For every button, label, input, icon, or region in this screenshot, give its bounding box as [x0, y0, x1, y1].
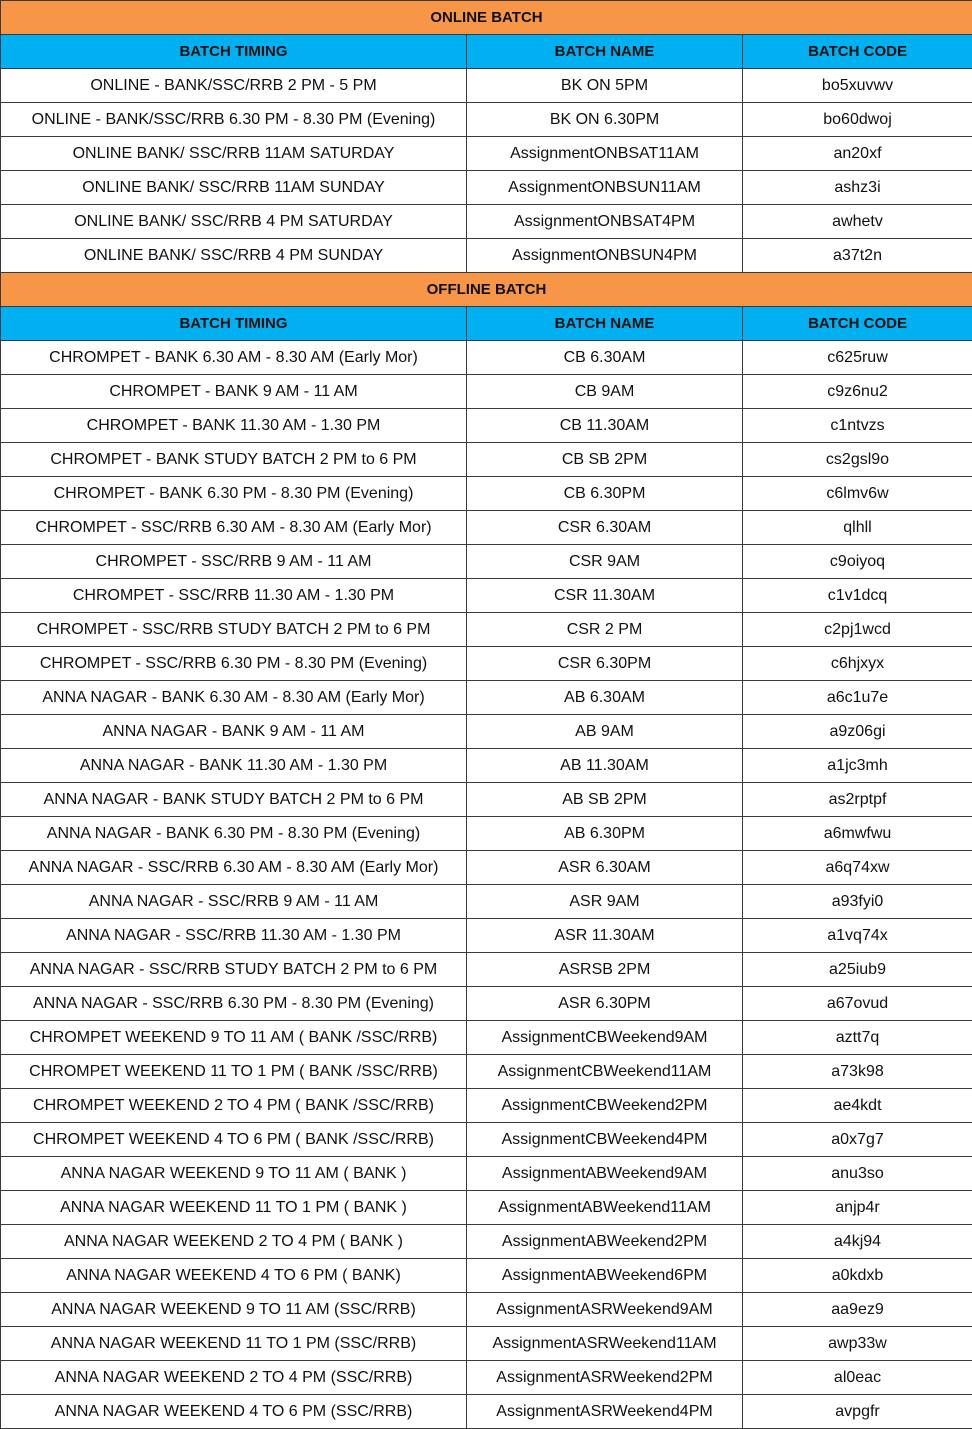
batch-code-cell: cs2gsl9o: [743, 443, 972, 477]
table-row: [1, 987, 972, 1021]
batch-name-cell: AssignmentASRWeekend2PM: [467, 1361, 743, 1395]
batch-timing-cell: ONLINE BANK/ SSC/RRB 4 PM SUNDAY: [1, 239, 467, 273]
batch-name-cell: AssignmentCBWeekend4PM: [467, 1123, 743, 1157]
batch-timing-cell: ONLINE BANK/ SSC/RRB 4 PM SATURDAY: [1, 205, 467, 239]
table-row: [1, 579, 972, 613]
batch-code-cell: c9z6nu2: [743, 375, 972, 409]
batch-timing-cell: ANNA NAGAR - SSC/RRB STUDY BATCH 2 PM to 6 PM: [1, 953, 467, 987]
batch-table-body: [1, 1, 972, 1429]
table-row: [1, 69, 972, 103]
batch-code-cell: c1ntvzs: [743, 409, 972, 443]
table-row: [1, 1055, 972, 1089]
batch-code-cell: a25iub9: [743, 953, 972, 987]
batch-code-cell: a67ovud: [743, 987, 972, 1021]
batch-name-cell: CSR 11.30AM: [467, 579, 743, 613]
batch-name-cell: AB 9AM: [467, 715, 743, 749]
batch-name-cell: CB SB 2PM: [467, 443, 743, 477]
batch-code-cell: a37t2n: [743, 239, 972, 273]
batch-timing-cell: ONLINE BANK/ SSC/RRB 11AM SATURDAY: [1, 137, 467, 171]
table-row: [1, 1191, 972, 1225]
table-row: [1, 409, 972, 443]
batch-code-cell: c1v1dcq: [743, 579, 972, 613]
batch-name-cell: BK ON 5PM: [467, 69, 743, 103]
table-row: [1, 749, 972, 783]
batch-code-cell: a73k98: [743, 1055, 972, 1089]
batch-name-cell: AB 6.30PM: [467, 817, 743, 851]
batch-code-cell: an20xf: [743, 137, 972, 171]
table-row: [1, 783, 972, 817]
online-section-header: [1, 1, 972, 35]
batch-name-cell: AssignmentABWeekend2PM: [467, 1225, 743, 1259]
batch-timing-cell: ANNA NAGAR - BANK STUDY BATCH 2 PM to 6 PM: [1, 783, 467, 817]
batch-timing-cell: ANNA NAGAR - SSC/RRB 6.30 PM - 8.30 PM (Evening): [1, 987, 467, 1021]
table-row: [1, 341, 972, 375]
batch-timing-cell: CHROMPET - BANK 6.30 AM - 8.30 AM (Early Mor): [1, 341, 467, 375]
batch-timing-cell: CHROMPET - SSC/RRB 11.30 AM - 1.30 PM: [1, 579, 467, 613]
batch-timing-cell: ANNA NAGAR WEEKEND 9 TO 11 AM ( BANK ): [1, 1157, 467, 1191]
batch-name-cell: AssignmentONBSUN4PM: [467, 239, 743, 273]
column-header-batch-code: BATCH CODE: [743, 35, 972, 69]
batch-timing-cell: CHROMPET - SSC/RRB 6.30 PM - 8.30 PM (Evening): [1, 647, 467, 681]
batch-timing-cell: ANNA NAGAR - BANK 6.30 AM - 8.30 AM (Early Mor): [1, 681, 467, 715]
batch-code-cell: a9z06gi: [743, 715, 972, 749]
batch-code-cell: a6q74xw: [743, 851, 972, 885]
table-row: [1, 1123, 972, 1157]
table-row: [1, 171, 972, 205]
batch-timing-cell: ANNA NAGAR WEEKEND 9 TO 11 AM (SSC/RRB): [1, 1293, 467, 1327]
batch-code-cell: a93fyi0: [743, 885, 972, 919]
table-row: [1, 613, 972, 647]
batch-code-cell: aztt7q: [743, 1021, 972, 1055]
batch-code-cell: awhetv: [743, 205, 972, 239]
batch-timing-cell: ONLINE BANK/ SSC/RRB 11AM SUNDAY: [1, 171, 467, 205]
batch-timing-cell: ANNA NAGAR WEEKEND 4 TO 6 PM (SSC/RRB): [1, 1395, 467, 1429]
batch-code-cell: c2pj1wcd: [743, 613, 972, 647]
batch-name-cell: ASR 11.30AM: [467, 919, 743, 953]
batch-name-cell: AssignmentABWeekend9AM: [467, 1157, 743, 1191]
batch-timing-cell: ANNA NAGAR - SSC/RRB 11.30 AM - 1.30 PM: [1, 919, 467, 953]
batch-code-cell: a1jc3mh: [743, 749, 972, 783]
table-row: [1, 1021, 972, 1055]
batch-code-cell: as2rptpf: [743, 783, 972, 817]
batch-code-cell: a1vq74x: [743, 919, 972, 953]
table-row: [1, 919, 972, 953]
table-row: [1, 443, 972, 477]
column-header-batch-timing: BATCH TIMING: [1, 35, 467, 69]
batch-name-cell: CSR 6.30AM: [467, 511, 743, 545]
batch-code-cell: a6mwfwu: [743, 817, 972, 851]
batch-name-cell: ASR 6.30AM: [467, 851, 743, 885]
batch-name-cell: CB 11.30AM: [467, 409, 743, 443]
batch-timing-cell: ANNA NAGAR WEEKEND 2 TO 4 PM ( BANK ): [1, 1225, 467, 1259]
batch-timing-cell: ANNA NAGAR - BANK 11.30 AM - 1.30 PM: [1, 749, 467, 783]
batch-code-cell: c625ruw: [743, 341, 972, 375]
table-row: [1, 239, 972, 273]
batch-name-cell: AssignmentABWeekend6PM: [467, 1259, 743, 1293]
batch-timing-cell: CHROMPET WEEKEND 4 TO 6 PM ( BANK /SSC/RRB): [1, 1123, 467, 1157]
column-header-batch-name: BATCH NAME: [467, 35, 743, 69]
table-row: [1, 1395, 972, 1429]
batch-name-cell: AB 11.30AM: [467, 749, 743, 783]
batch-timing-cell: ANNA NAGAR - SSC/RRB 9 AM - 11 AM: [1, 885, 467, 919]
batch-timing-cell: CHROMPET WEEKEND 11 TO 1 PM ( BANK /SSC/RRB): [1, 1055, 467, 1089]
table-row: [1, 477, 972, 511]
batch-name-cell: AssignmentONBSAT4PM: [467, 205, 743, 239]
batch-name-cell: ASR 9AM: [467, 885, 743, 919]
table-row: [1, 1157, 972, 1191]
column-header-batch-timing: BATCH TIMING: [1, 307, 467, 341]
batch-code-cell: c6hjxyx: [743, 647, 972, 681]
table-row: [1, 1327, 972, 1361]
batch-timing-cell: ANNA NAGAR WEEKEND 11 TO 1 PM (SSC/RRB): [1, 1327, 467, 1361]
table-row: [1, 1089, 972, 1123]
batch-code-cell: qlhll: [743, 511, 972, 545]
table-row: [1, 545, 972, 579]
batch-name-cell: AssignmentONBSAT11AM: [467, 137, 743, 171]
batch-name-cell: BK ON 6.30PM: [467, 103, 743, 137]
batch-name-cell: CB 6.30PM: [467, 477, 743, 511]
table-row: [1, 1259, 972, 1293]
batch-code-cell: anjp4r: [743, 1191, 972, 1225]
batch-timing-cell: ANNA NAGAR WEEKEND 4 TO 6 PM ( BANK): [1, 1259, 467, 1293]
batch-code-cell: a4kj94: [743, 1225, 972, 1259]
table-row: [1, 205, 972, 239]
offline-section-header: [1, 273, 972, 307]
batch-timing-cell: ANNA NAGAR WEEKEND 11 TO 1 PM ( BANK ): [1, 1191, 467, 1225]
batch-code-cell: bo60dwoj: [743, 103, 972, 137]
batch-name-cell: AssignmentABWeekend11AM: [467, 1191, 743, 1225]
batch-code-cell: al0eac: [743, 1361, 972, 1395]
offline-column-header-row: [1, 307, 972, 341]
batch-name-cell: AssignmentCBWeekend9AM: [467, 1021, 743, 1055]
batch-code-cell: a6c1u7e: [743, 681, 972, 715]
batch-code-cell: c9oiyoq: [743, 545, 972, 579]
batch-name-cell: AssignmentASRWeekend9AM: [467, 1293, 743, 1327]
batch-name-cell: ASRSB 2PM: [467, 953, 743, 987]
batch-timing-cell: ANNA NAGAR WEEKEND 2 TO 4 PM (SSC/RRB): [1, 1361, 467, 1395]
batch-timing-cell: ONLINE - BANK/SSC/RRB 6.30 PM - 8.30 PM (Evening): [1, 103, 467, 137]
batch-code-cell: aa9ez9: [743, 1293, 972, 1327]
batch-timing-cell: CHROMPET - BANK STUDY BATCH 2 PM to 6 PM: [1, 443, 467, 477]
batch-name-cell: AB SB 2PM: [467, 783, 743, 817]
batch-timing-cell: CHROMPET WEEKEND 9 TO 11 AM ( BANK /SSC/RRB): [1, 1021, 467, 1055]
batch-timing-cell: ANNA NAGAR - BANK 6.30 PM - 8.30 PM (Evening): [1, 817, 467, 851]
batch-timing-cell: ANNA NAGAR - BANK 9 AM - 11 AM: [1, 715, 467, 749]
table-row: [1, 511, 972, 545]
table-row: [1, 851, 972, 885]
batch-timing-cell: CHROMPET WEEKEND 2 TO 4 PM ( BANK /SSC/RRB): [1, 1089, 467, 1123]
batch-name-cell: AssignmentASRWeekend4PM: [467, 1395, 743, 1429]
batch-name-cell: ASR 6.30PM: [467, 987, 743, 1021]
batch-name-cell: AssignmentCBWeekend11AM: [467, 1055, 743, 1089]
table-row: [1, 885, 972, 919]
batch-timing-cell: CHROMPET - BANK 11.30 AM - 1.30 PM: [1, 409, 467, 443]
batch-code-cell: avpgfr: [743, 1395, 972, 1429]
batch-name-cell: CSR 6.30PM: [467, 647, 743, 681]
online-section-title: ONLINE BATCH: [1, 1, 972, 35]
offline-section-title: OFFLINE BATCH: [1, 273, 972, 307]
batch-timing-cell: CHROMPET - BANK 6.30 PM - 8.30 PM (Evening): [1, 477, 467, 511]
batch-name-cell: CB 9AM: [467, 375, 743, 409]
table-row: [1, 715, 972, 749]
batch-code-cell: a0x7g7: [743, 1123, 972, 1157]
batch-timing-cell: CHROMPET - SSC/RRB 9 AM - 11 AM: [1, 545, 467, 579]
table-row: [1, 681, 972, 715]
column-header-batch-name: BATCH NAME: [467, 307, 743, 341]
table-row: [1, 1225, 972, 1259]
batch-name-cell: CSR 2 PM: [467, 613, 743, 647]
table-row: [1, 1293, 972, 1327]
table-row: [1, 103, 972, 137]
batch-code-cell: anu3so: [743, 1157, 972, 1191]
table-row: [1, 817, 972, 851]
batch-timing-cell: ANNA NAGAR - SSC/RRB 6.30 AM - 8.30 AM (Early Mor): [1, 851, 467, 885]
online-column-header-row: [1, 35, 972, 69]
batch-timing-cell: CHROMPET - SSC/RRB STUDY BATCH 2 PM to 6 PM: [1, 613, 467, 647]
batch-timing-cell: CHROMPET - BANK 9 AM - 11 AM: [1, 375, 467, 409]
batch-code-cell: ashz3i: [743, 171, 972, 205]
batch-name-cell: AssignmentASRWeekend11AM: [467, 1327, 743, 1361]
batch-timing-cell: CHROMPET - SSC/RRB 6.30 AM - 8.30 AM (Early Mor): [1, 511, 467, 545]
batch-name-cell: CB 6.30AM: [467, 341, 743, 375]
table-row: [1, 375, 972, 409]
batch-code-cell: c6lmv6w: [743, 477, 972, 511]
batch-name-cell: AssignmentONBSUN11AM: [467, 171, 743, 205]
batch-code-cell: ae4kdt: [743, 1089, 972, 1123]
table-row: [1, 137, 972, 171]
batch-code-cell: a0kdxb: [743, 1259, 972, 1293]
batch-timing-cell: ONLINE - BANK/SSC/RRB 2 PM - 5 PM: [1, 69, 467, 103]
batch-name-cell: AB 6.30AM: [467, 681, 743, 715]
batch-code-cell: awp33w: [743, 1327, 972, 1361]
column-header-batch-code: BATCH CODE: [743, 307, 972, 341]
table-row: [1, 953, 972, 987]
table-row: [1, 1361, 972, 1395]
table-row: [1, 647, 972, 681]
batch-code-cell: bo5xuvwv: [743, 69, 972, 103]
batch-name-cell: AssignmentCBWeekend2PM: [467, 1089, 743, 1123]
batch-name-cell: CSR 9AM: [467, 545, 743, 579]
